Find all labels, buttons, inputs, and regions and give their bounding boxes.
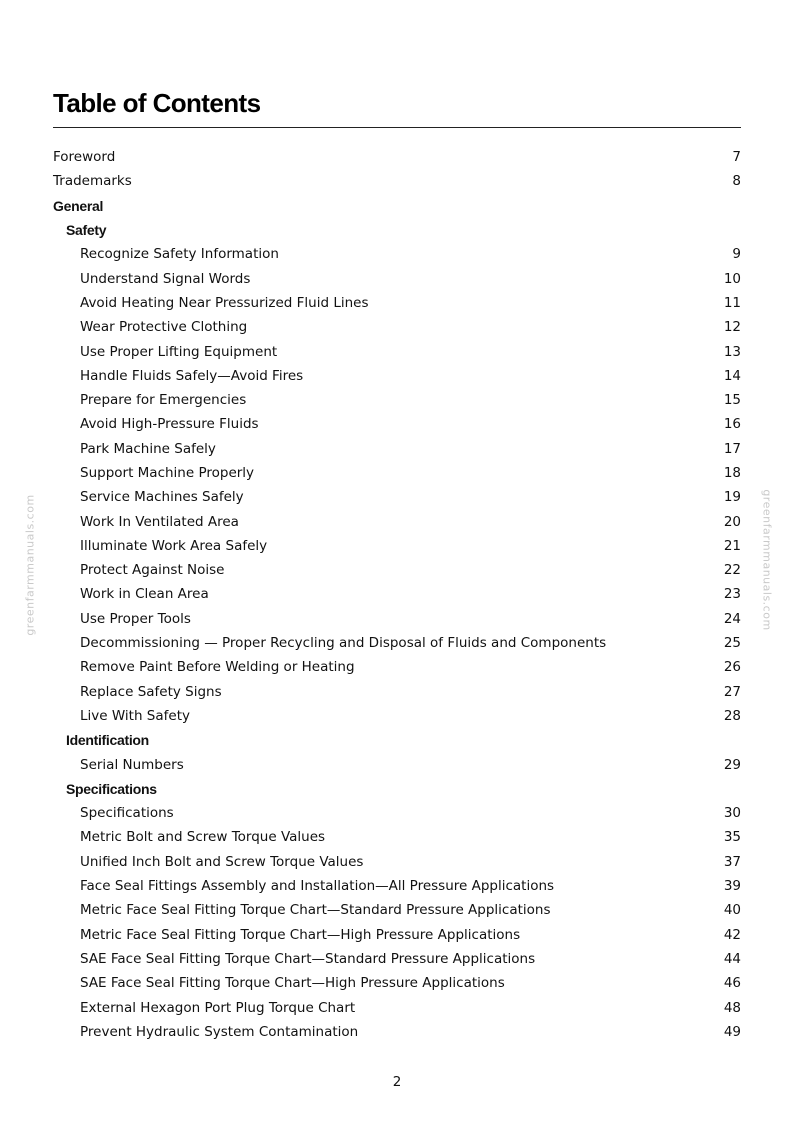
toc-entry[interactable] xyxy=(53,582,741,606)
toc-entry[interactable] xyxy=(53,169,741,193)
toc-entry[interactable] xyxy=(53,242,741,266)
toc-entry-title: Use Proper Lifting Equipment xyxy=(80,343,278,360)
toc-entry-title: Use Proper Tools xyxy=(80,610,191,627)
toc-entry-page: 18 xyxy=(723,465,741,481)
toc-entry[interactable] xyxy=(53,1020,741,1044)
toc-entry-title: Work in Clean Area xyxy=(80,586,209,603)
toc-entry-page: 19 xyxy=(723,489,741,506)
toc-entry-title: Understand Signal Words xyxy=(80,270,251,287)
toc-entry-title: Park Machine Safely xyxy=(80,440,216,457)
toc-entry[interactable] xyxy=(53,388,741,412)
toc-entry-page: 48 xyxy=(723,999,741,1016)
toc-entry-page: 15 xyxy=(723,392,741,409)
toc-entry-page: 39 xyxy=(723,878,741,895)
toc-entry[interactable] xyxy=(53,315,741,339)
toc-entry[interactable] xyxy=(53,291,741,315)
toc-entry[interactable] xyxy=(53,971,741,995)
toc-entry-page: 30 xyxy=(723,805,741,822)
toc-entry[interactable] xyxy=(53,825,741,849)
toc-entry[interactable] xyxy=(53,874,741,898)
toc-entry-title: Avoid High-Pressure Fluids xyxy=(80,416,259,433)
toc-entry-page: 14 xyxy=(723,367,741,384)
toc-entry[interactable] xyxy=(53,364,741,388)
toc-entry-page: 17 xyxy=(723,440,741,457)
toc-entry-title: Prepare for Emergencies xyxy=(80,392,247,409)
toc-entry[interactable] xyxy=(53,339,741,363)
toc-entry-page: 29 xyxy=(723,756,741,773)
toc-section-heading xyxy=(53,777,741,801)
toc-entry-page: 42 xyxy=(723,926,741,943)
toc-entry-page: 44 xyxy=(723,950,741,967)
toc-entry[interactable] xyxy=(53,680,741,704)
toc-entry[interactable] xyxy=(53,704,741,728)
toc-entry[interactable] xyxy=(53,898,741,922)
toc-entry[interactable] xyxy=(53,145,741,169)
toc-entry-title: Trademarks xyxy=(53,173,132,190)
toc-entry[interactable] xyxy=(53,801,741,825)
toc-entry-page: 11 xyxy=(723,294,741,311)
toc-entry-page: 25 xyxy=(723,635,741,652)
toc-entry[interactable] xyxy=(53,995,741,1019)
toc-entry[interactable] xyxy=(53,923,741,947)
toc-entry-title: Wear Protective Clothing xyxy=(80,319,248,336)
toc-entry-page: 13 xyxy=(723,343,741,360)
toc-entry-page: 49 xyxy=(723,1023,741,1040)
toc-entry-page: 26 xyxy=(723,659,741,676)
toc-entry-title: Identification xyxy=(66,732,149,749)
toc-entry-title: Work In Ventilated Area xyxy=(80,513,239,530)
toc-entry-page: 28 xyxy=(723,707,741,724)
toc-entry[interactable] xyxy=(53,412,741,436)
watermark-left: greenfarmmanuals.com xyxy=(23,494,37,636)
toc-entry-page: 24 xyxy=(723,610,741,627)
toc-entry-title: SAE Face Seal Fitting Torque Chart—High Pressure Applications xyxy=(80,975,505,992)
toc-entry[interactable] xyxy=(53,607,741,631)
toc-entry-title: Live With Safety xyxy=(80,707,190,724)
toc-entry-page: 46 xyxy=(723,975,741,992)
toc-section-heading xyxy=(53,194,741,218)
toc-entry-title: Safety xyxy=(66,222,107,239)
toc-entry[interactable] xyxy=(53,437,741,461)
toc-entry[interactable] xyxy=(53,631,741,655)
toc-entry[interactable] xyxy=(53,509,741,533)
toc-entry-page: 35 xyxy=(723,829,741,846)
toc-entry-title: Protect Against Noise xyxy=(80,562,225,579)
toc-entry-title: Remove Paint Before Welding or Heating xyxy=(80,659,355,676)
toc-entry-title: Illuminate Work Area Safely xyxy=(80,537,268,554)
toc-entry-page: 22 xyxy=(723,562,741,579)
toc-entry-page: 8 xyxy=(732,173,741,190)
toc-entry-page: 37 xyxy=(723,853,741,870)
toc-entry-page: 16 xyxy=(723,416,741,433)
toc-entry-title: Foreword xyxy=(53,149,116,166)
toc-entry[interactable] xyxy=(53,850,741,874)
toc-entry-title: Metric Bolt and Screw Torque Values xyxy=(80,829,326,846)
toc-entry[interactable] xyxy=(53,266,741,290)
toc-entry-page: 40 xyxy=(723,902,741,919)
toc-entry-title: Recognize Safety Information xyxy=(80,246,279,263)
toc-entry-title: SAE Face Seal Fitting Torque Chart—Standard Pressure Applications xyxy=(80,950,536,967)
toc-entry-title: Handle Fluids Safely—Avoid Fires xyxy=(80,367,304,384)
toc-entry[interactable] xyxy=(53,534,741,558)
toc-entry-title: Service Machines Safely xyxy=(80,489,244,506)
page-title: Table of Contents xyxy=(53,88,261,118)
toc-entry-title: Replace Safety Signs xyxy=(80,683,222,700)
toc-entry-title: Metric Face Seal Fitting Torque Chart—Standard Pressure Applications xyxy=(80,902,551,919)
toc-section-heading xyxy=(53,728,741,752)
toc-entry-title: Specifications xyxy=(66,780,157,797)
toc-entry[interactable] xyxy=(53,558,741,582)
toc-entry-title: Metric Face Seal Fitting Torque Chart—High Pressure Applications xyxy=(80,926,521,943)
toc-entry-page: 10 xyxy=(723,270,741,287)
toc-section-heading xyxy=(53,218,741,242)
toc-entry-title: Serial Numbers xyxy=(80,756,184,773)
table-of-contents xyxy=(53,145,741,1044)
toc-entry-title: Prevent Hydraulic System Contamination xyxy=(80,1023,359,1040)
toc-entry-page: 27 xyxy=(723,683,741,700)
toc-entry-page: 9 xyxy=(732,246,741,263)
toc-entry-page: 23 xyxy=(723,586,741,603)
toc-entry[interactable] xyxy=(53,461,741,485)
toc-entry-page: 21 xyxy=(723,537,741,554)
watermark-right: greenfarmmanuals.com xyxy=(760,489,774,631)
toc-entry[interactable] xyxy=(53,485,741,509)
toc-entry-title: Decommissioning — Proper Recycling and Disposal of Fluids and Components xyxy=(80,635,607,652)
toc-entry-title: Face Seal Fittings Assembly and Installation—All Pressure Applications xyxy=(80,878,555,895)
toc-entry-title: Specifications xyxy=(80,805,174,822)
toc-entry-page: 12 xyxy=(723,319,741,336)
toc-entry-title: General xyxy=(53,197,104,214)
toc-entry-title: Avoid Heating Near Pressurized Fluid Lines xyxy=(80,294,369,311)
toc-entry-title: External Hexagon Port Plug Torque Chart xyxy=(80,999,356,1016)
toc-entry-page: 20 xyxy=(723,513,741,530)
toc-entry-page: 7 xyxy=(732,149,741,166)
toc-entry-title: Unified Inch Bolt and Screw Torque Values xyxy=(80,853,364,870)
toc-entry[interactable] xyxy=(53,752,741,776)
title-divider xyxy=(53,127,741,128)
page-number: 2 xyxy=(392,1074,402,1090)
toc-entry-title: Support Machine Properly xyxy=(80,465,255,481)
toc-entry[interactable] xyxy=(53,947,741,971)
toc-entry[interactable] xyxy=(53,655,741,679)
